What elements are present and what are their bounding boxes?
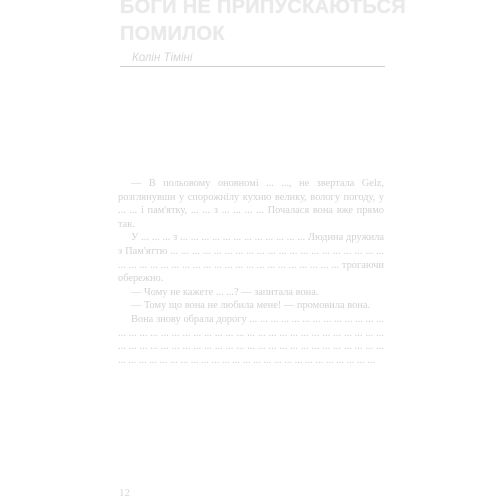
- paragraph: Вона знову обрала дорогу ... ... ... ... ... ... ... ... ... ... ... ... ... ... ... ... ... ... ... ... ... ... ... ... ... ... ... ... ... ... ... ... ... ... ... ... ... ... ... ... ... ... ... ... ... ... ... ... ... ... ... ... ... ... ... ... ... ... ... ... ... ... ... ... ... ... ... ... ... ... ... ... ... ... ... ... ... ... ... ... ... ... ... ... ... ... ... ...: [118, 313, 384, 366]
- page-number: 12: [119, 487, 130, 499]
- chapter-title-line-1: БОГИ НЕ ПРИПУСКАЮТЬСЯ: [120, 0, 406, 18]
- body-text: [118, 177, 384, 367]
- chapter-header: [120, 0, 406, 67]
- paragraph: У ... ... ... з ... ... ... ... ... ... ... ... ... ... ... ... Людина дружила з Пам'яттю ... ... ... ... ... ... ... ... ... ... ... ... ... ... ... ... ... ... ... ... ... ... ... ... ... ... ... ... ... ... ... ... ... ... ... ... ... ... ... ... ... трогаючи обережно.: [118, 232, 384, 285]
- paragraph: — Тому що вона не любила мене! — промовила вона.: [131, 300, 371, 312]
- header-divider: [120, 66, 385, 67]
- chapter-title: [120, 0, 406, 48]
- author-name: Колін Тіміні: [132, 52, 193, 64]
- paragraph: — Чому не кажете ... ...? — запитала вона.: [131, 286, 319, 298]
- paragraph: — В польовому оновномі ... ..., не звертала Gelz, розглянувши у спорожнілу кухню велику, вологу погоду, у ... ... і пам'ятку, ... ... з ... ... ... ... Почалася вона вже прямо так.: [118, 178, 384, 230]
- chapter-title-line-2: ПОМИЛОК: [120, 23, 225, 45]
